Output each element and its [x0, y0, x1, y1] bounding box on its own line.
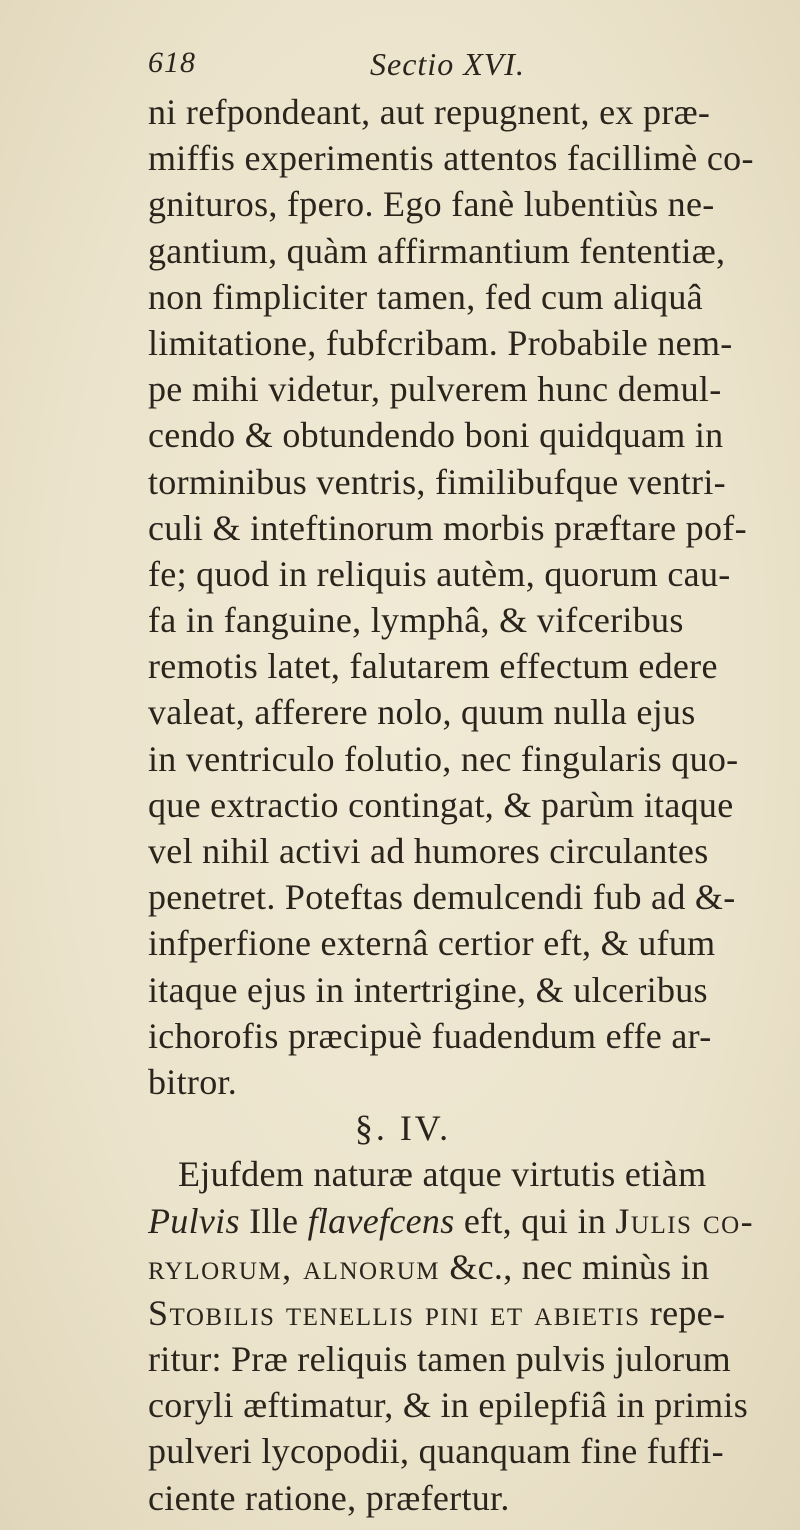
text-line: pe mihi videtur, pulverem hunc demul- [148, 369, 722, 410]
text-line: que extractio contingat, & parùm itaque [148, 784, 734, 825]
body-text [148, 89, 778, 1521]
text-line: infperfione externâ certior eft, & ufum [148, 923, 716, 964]
text-run: eft, qui in [454, 1200, 616, 1241]
text-line [148, 1244, 778, 1290]
small-caps-term: rylorum, alnorum [148, 1246, 441, 1287]
text-line: itaque ejus in intertrigine, & ulceribus [148, 969, 708, 1010]
text-line: ichorofis præcipuè fuadendum effe ar- [148, 1015, 712, 1056]
text-line [148, 1290, 778, 1336]
italic-term: flavefcens [307, 1200, 455, 1241]
text-line: pulveri lycopodii, quanquam fine fuffi- [148, 1431, 724, 1472]
text-run: &c., nec minùs in [440, 1246, 710, 1287]
text-line: in ventriculo folutio, nec fingularis quo- [148, 738, 739, 779]
page-number: 618 [148, 46, 196, 79]
text-line: gnituros, fpero. Ego fanè lubentiùs ne- [148, 184, 715, 225]
text-line: miffis experimentis attentos facillimè co- [148, 138, 754, 179]
text-line: remotis latet, falutarem effectum edere [148, 646, 718, 687]
text-line: vel nihil activi ad humores circulantes [148, 831, 709, 871]
running-head: Sectio XVI. [370, 46, 525, 82]
text-line: limitatione, fubfcribam. Probabile nem- [148, 322, 733, 363]
text-run: Ille [239, 1200, 308, 1241]
text-line: gantium, quàm affirmantium fententiæ, [148, 230, 726, 271]
small-caps-term: Julis co- [615, 1200, 755, 1241]
text-line: cendo & obtundendo boni quidquam in [148, 415, 724, 456]
text-line: ritur: Præ reliquis tamen pulvis julorum [148, 1339, 731, 1380]
page-header [148, 46, 728, 86]
italic-term: Pulvis [148, 1200, 240, 1241]
text-line: ciente ratione, præfertur. [148, 1477, 510, 1518]
text-line: Ejufdem naturæ atque virtutis etiàm [178, 1154, 707, 1195]
section-heading: §. IV. [354, 1108, 452, 1149]
text-line [148, 1198, 778, 1244]
text-line: coryli æftimatur, & in epilepfiâ in primis [148, 1385, 749, 1426]
text-line: penetret. Poteftas demulcendi fub ad &- [148, 877, 736, 918]
small-caps-term: Stobilis tenellis pini et abietis [148, 1292, 641, 1333]
text-line: fe; quod in reliquis autèm, quorum cau- [148, 553, 731, 594]
text-line: bitror. [148, 1061, 238, 1102]
text-run: repe- [640, 1292, 726, 1333]
text-line: culi & inteftinorum morbis præftare pof- [148, 507, 747, 548]
text-line: valeat, afferere nolo, quum nulla ejus [148, 692, 696, 733]
text-line: ni refpondeant, aut repugnent, ex præ- [148, 92, 711, 132]
text-line: non fimpliciter tamen, fed cum aliquâ [148, 276, 703, 317]
text-line: fa in fanguine, lymphâ, & vifceribus [148, 600, 684, 641]
text-line: torminibus ventris, fimilibufque ventri- [148, 461, 726, 502]
